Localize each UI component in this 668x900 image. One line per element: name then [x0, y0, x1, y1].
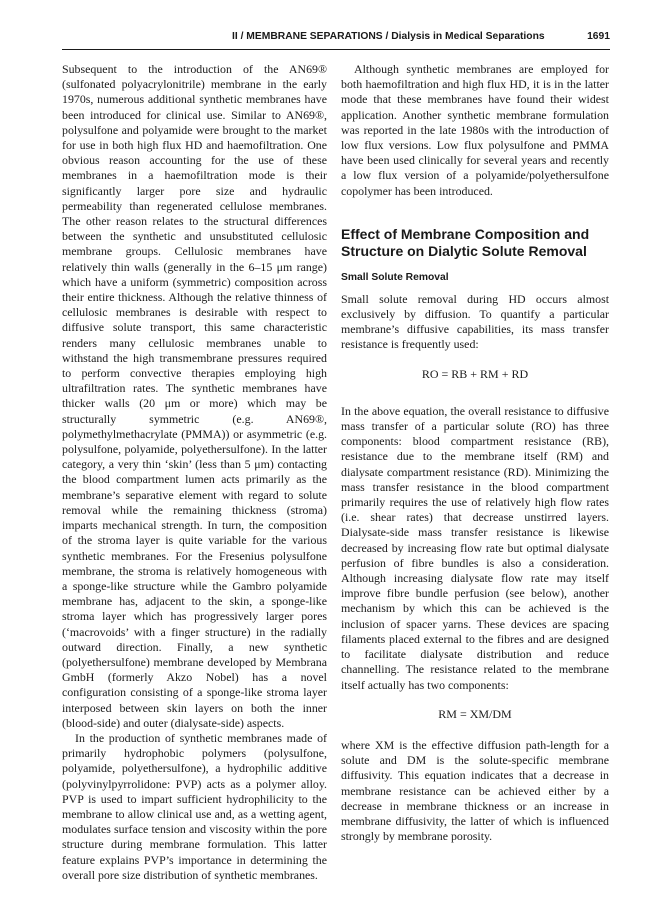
running-header-title: II / MEMBRANE SEPARATIONS / Dialysis in Medical Separations — [232, 31, 545, 42]
paragraph-an69-synthetic-membranes: Subsequent to the introduction of the AN69® (sulfonated polyacrylonitrile) membrane in the early 1970s, numerous additional synthetic membranes have been introduced for clinical use. Similar to AN69®, polysulfone and polyamide were brought to the market for use in both high flux HD and haemofiltration. One obvious reason accounting for the use of these membranes in a haemofiltration mode is their significantly larger pore size and hydraulic permeability than regenerated cellulose membranes. The other reason relates to the structural differences between the synthetic and unsubstituted cellulosic membrane groups. Cellulosic membranes have relatively thin walls (generally in the 6–15 μm range) which have a uniform (symmetric) composition across their entire thickness. Although the relative thinness of cellulosic membranes is desirable with respect to diffusive solute transport, this same characteristic renders many cellulosic membranes unable to withstand the high transmembrane pressures required to perform convective therapies employing high ultrafiltration rates. The synthetic membranes have thicker walls (20 μm or more) which may be structurally symmetric (e.g. AN69®, polymethylmethacrylate (PMMA)) or asymmetric (e.g. polysulfone, polyamide, polyethersulfone). In the latter category, a very thin ‘skin’ (less than 5 μm) contacting the blood compartment lumen acts primarily as the membrane’s separative element with regard to solute removal while the remaining thickness (stroma) imparts mechanical strength. In turn, the composition of the stroma layer is quite variable for the various synthetic membranes. For the Fresenius polysulfone membrane, the stroma is relatively homogeneous with a sponge-like structure while the Gambro polyamide membrane has, adjacent to the skin, a sponge-like stroma layer which has progressively larger pores (‘macrovoids’ with a finger structure) in the radially outward direction. Finally, a new synthetic (polyethersulfone) membrane developed by Membrana GmbH (formerly Akzo Nobel) has a novel configuration consisting of a sponge-like stroma layer interposed between skin layers on both the inner (blood-side) and outer (dialysate-side) aspects. — [62, 62, 327, 730]
equation-overall-resistance: RO = RB + RM + RD — [421, 366, 529, 381]
right-column — [341, 62, 609, 844]
section-heading: Effect of Membrane Composition and Structure on Dialytic Solute Removal — [341, 225, 590, 259]
equation-membrane-resistance: RM = XM/DM — [438, 706, 512, 721]
left-column — [62, 62, 327, 883]
paragraph-synthetic-membrane-usage: Although synthetic membranes are employed for both haemofiltration and high flux HD, it is in the latter mode that these membranes have found their widest application. Another synthetic membrane formulation was reported in the late 1980s with the introduction of low flux versions. Low flux polysulfone and PMMA have been used clinically for several years and recently a low flux version of a polyamide/polyethersulfone copolymer has been introduced. — [341, 62, 609, 198]
paragraph-small-solute-removal: Small solute removal during HD occurs almost exclusively by diffusion. To quantify a particular membrane’s diffusive capabilities, its mass transfer resistance is frequently used: — [341, 291, 609, 352]
running-header — [62, 27, 610, 50]
paragraph-resistance-components: In the above equation, the overall resistance to diffusive mass transfer of a particular solute (RO) has three components: blood compartment resistance (RB), resistance due to the membrane itself (RM) and dialysate compartment resistance (RD). Minimizing the mass transfer resistance in the blood compartment primarily requires the use of relatively high flow rates (i.e. shear rates) that decrease unstirred layers. Dialysate-side mass transfer resistance is likewise decreased by increasing flow rate but optimal dialysate perfusion of fibre bundles is also a consideration. Although increasing dialysate flow rate may itself improve fibre bundle perfusion (see below), another mechanism by which this can be achieved is the inclusion of spacer yarns. These devices are spacing filaments placed external to the fibres and are designed to facilitate dialysate distribution and reduce channelling. The resistance related to the membrane itself actually has two components: — [341, 403, 609, 692]
subsection-heading: Small Solute Removal — [341, 271, 449, 283]
paragraph-pvp-additive: In the production of synthetic membranes made of primarily hydrophobic polymers (polysulfone, polyamide, polyethersulfone), a hydrophilic additive (polyvinylpyrrolidone: PVP) acts as a polymer alloy. PVP is used to impart sufficient hydrophilicity to the membrane to allow clinical use and, as a wetting agent, modulates surface tension and viscosity within the pore structure during membrane formulation. This latter feature explains PVP’s importance in determining the overall pore size distribution of synthetic membranes. — [62, 730, 327, 882]
paragraph-diffusion-pathlength: where XM is the effective diffusion path-length for a solute and DM is the solute-specific membrane diffusivity. This equation indicates that a decrease in membrane resistance can be achieved either by a decrease in membrane thickness or an increase in membrane diffusivity, the latter of which is influenced strongly by membrane porosity. — [341, 737, 609, 844]
page-number: 1691 — [587, 31, 610, 42]
